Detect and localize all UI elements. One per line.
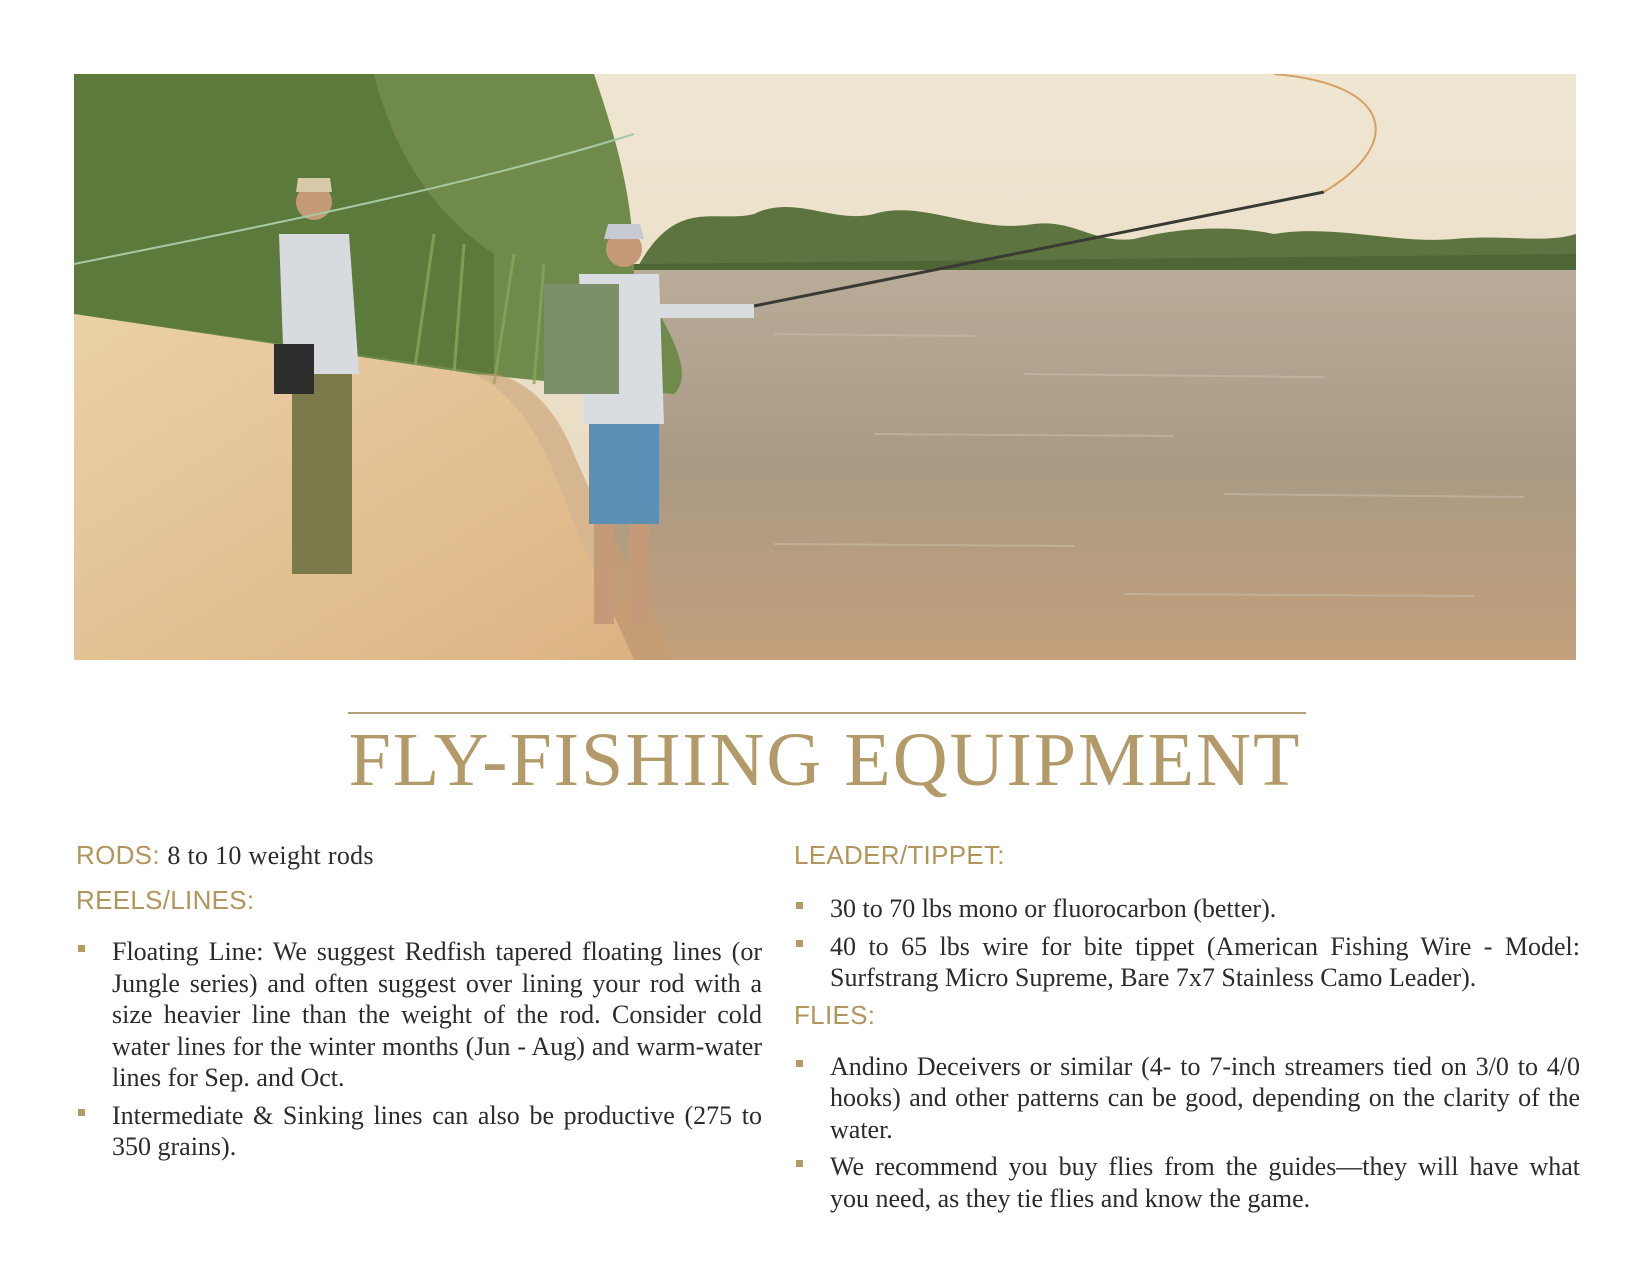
list-item: [794, 931, 1580, 994]
list-item: [794, 893, 1580, 925]
list-item-text: Floating Line: We suggest Redfish tapered floating lines (or Jungle series) and often suggest over lining your rod with a size heavier line than the weight of the rod. Consider cold water lines for the winter months (Jun - Aug) and warm-water lines for Sep. and Oct.: [112, 937, 762, 1092]
bullet-icon: [78, 945, 85, 952]
bullet-icon: [796, 1160, 803, 1167]
bullet-icon: [78, 1109, 85, 1116]
rods-value: 8 to 10 weight rods: [167, 841, 374, 870]
left-column: [76, 840, 762, 1169]
hero-photo: [74, 74, 1576, 660]
list-item-text: 30 to 70 lbs mono or fluorocarbon (better).: [830, 894, 1277, 923]
title-rule: [348, 712, 1306, 714]
list-item: [76, 936, 762, 1094]
list-item-text: Andino Deceivers or similar (4- to 7-inch streamers tied on 3/0 to 4/0 hooks) and other patterns can be good, depending on the clarity of the water.: [830, 1051, 1580, 1144]
flies-list: [794, 1051, 1580, 1215]
photo-anglers-fly-casting-riverbank: [74, 74, 1576, 660]
reels-heading: REELS/LINES:: [76, 885, 255, 915]
bullet-icon: [796, 940, 803, 947]
rods-heading: [76, 840, 762, 871]
list-item: [794, 1051, 1580, 1146]
list-item-text: Intermediate & Sinking lines can also be productive (275 to 350 grains).: [112, 1100, 762, 1161]
bullet-icon: [796, 1060, 803, 1067]
flies-heading: FLIES:: [794, 999, 876, 1030]
list-item-text: 40 to 65 lbs wire for bite tippet (American Fishing Wire - Model: Surfstrang Micro Supreme, Bare 7x7 Stainless Camo Leader).: [830, 931, 1580, 992]
list-item: [794, 1151, 1580, 1214]
list-item: [76, 1100, 762, 1163]
rods-label: RODS:: [76, 840, 160, 870]
list-item-text: We recommend you buy flies from the guides—they will have what you need, as they tie flies and know the game.: [830, 1152, 1580, 1213]
leader-list: [794, 893, 1580, 994]
page-title: FLY-FISHING EQUIPMENT: [348, 718, 1302, 802]
leader-heading: LEADER/TIPPET:: [794, 840, 1005, 870]
bullet-icon: [796, 902, 803, 909]
reels-list: [76, 936, 762, 1163]
right-column: [794, 840, 1580, 1220]
